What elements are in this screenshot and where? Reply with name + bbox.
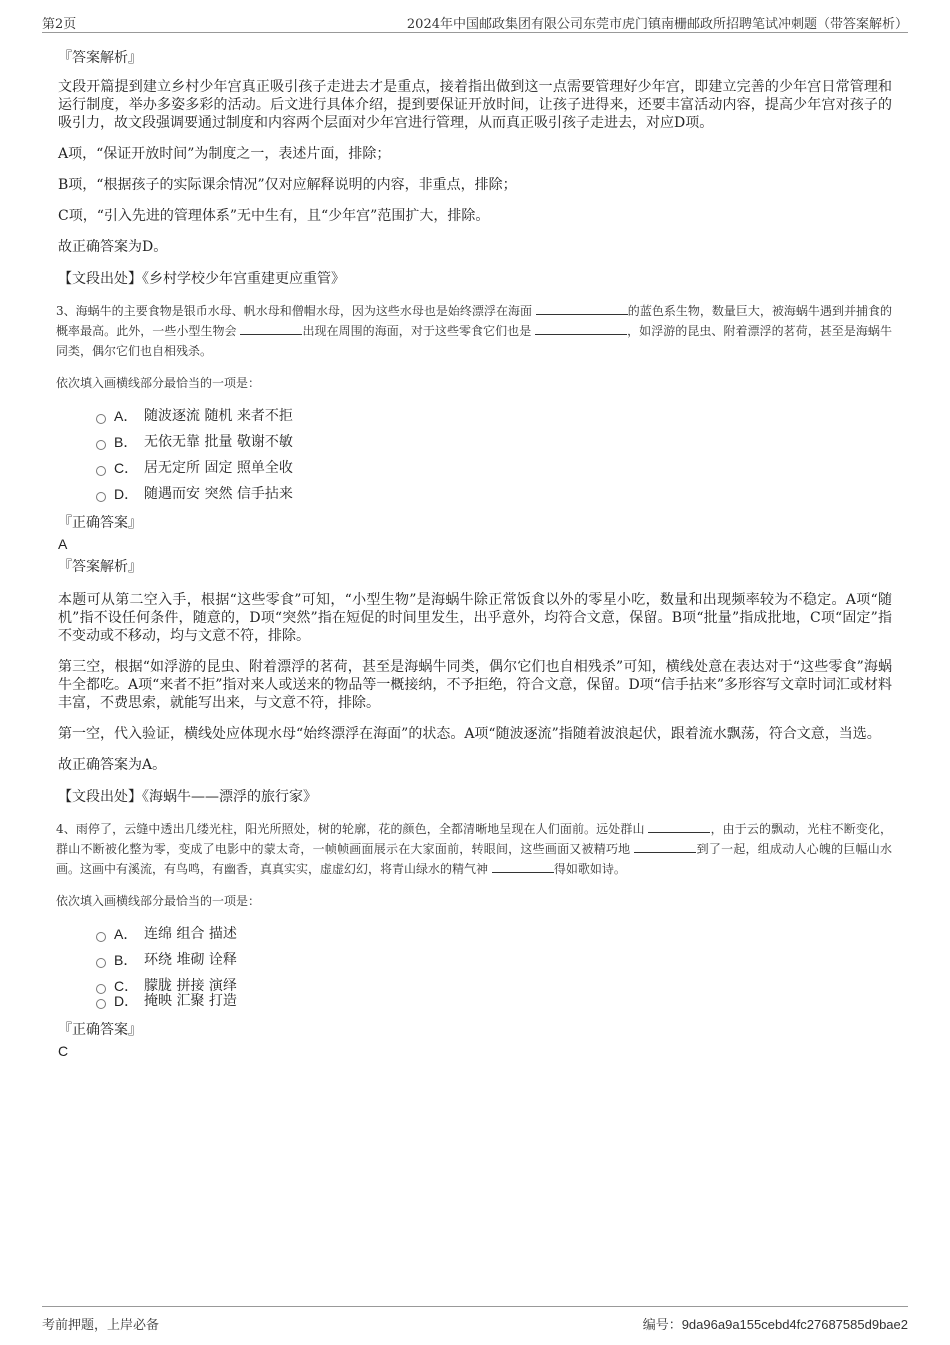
radio-button[interactable]	[96, 492, 106, 502]
analysis-paragraph: C项，“引入先进的管理体系”无中生有，且“少年宫”范围扩大，排除。	[58, 208, 490, 224]
correct-answer-label: 『正确答案』	[58, 1022, 142, 1038]
page-content	[56, 44, 892, 1064]
option-c[interactable]: C． 居无定所 固定 照单全收	[96, 457, 892, 483]
page-header	[42, 10, 908, 33]
option-d[interactable]: D． 掩映 汇聚 打造	[96, 990, 892, 1016]
option-b[interactable]: B． 无依无靠 批量 敬谢不敏	[96, 431, 892, 457]
analysis-paragraph: 故正确答案为D。	[58, 239, 168, 255]
radio-button[interactable]	[96, 440, 106, 450]
analysis-paragraph: 文段开篇提到建立乡村少年宫真正吸引孩子走进去才是重点，接着指出做到这一点需要管理好少年宫，即建立完善的少年宫日常管理和运行制度，举办多姿多彩的活动。后文进行具体介绍，提到要保证开放时间，让孩子进得来，还要丰富活动内容，提高少年宫对孩子的吸引力，故文段强调要通过制度和内容两个层面对少年宫进行管理，从而真正吸引孩子走进去，对应D项。	[58, 79, 892, 131]
answer-blank	[492, 860, 554, 873]
answer-blank	[536, 302, 628, 315]
answer-blank	[240, 322, 302, 335]
question-stem: 4、雨停了，云缝中透出几缕光柱，阳光所照处，树的轮廓，花的颜色，全都清晰地呈现在人们面前。远处群山 ，由于云的飘动，光柱不断变化，群山不断被化整为零，变成了电影中的蒙太奇，一帧帧画面展示在大家面前，转眼间，这些画面又被精巧地 到了一起，组成动人心魄的巨幅山水画。这画中有溪流，有鸟鸣，有幽香，真真实实，虚虚幻幻，将青山绿水的精气神 得如歌如诗。	[56, 822, 892, 876]
passage-source: 【文段出处】《乡村学校少年宫重建更应重管》	[58, 271, 345, 287]
radio-button[interactable]	[96, 414, 106, 424]
question-stem: 3、海蜗牛的主要食物是银币水母、帆水母和僧帽水母，因为这些水母也是始终漂浮在海面 的蓝色系生物，数量巨大，被海蜗牛遇到并捕食的概率最高。此外，一些小型生物会 出现在周围的海面，对于这些零食它们也是 ，如浮游的昆虫、附着漂浮的茗荷，甚至是海蜗牛同类，偶尔它们也自相残杀。	[56, 304, 892, 358]
option-b[interactable]: B． 环绕 堆砌 诠释	[96, 949, 892, 975]
correct-answer-label: 『正确答案』	[58, 515, 142, 531]
correct-answer: C	[58, 1043, 69, 1059]
fill-prompt: 依次填入画横线部分最恰当的一项是：	[56, 376, 261, 390]
options-list	[96, 405, 892, 509]
page-footer	[42, 1306, 908, 1331]
answer-blank	[634, 840, 696, 853]
options-list	[96, 923, 892, 1016]
option-a[interactable]: A． 随波逐流 随机 来者不拒	[96, 405, 892, 431]
analysis-paragraph: 第一空，代入验证，横线处应体现水母“始终漂浮在海面”的状态。A项“随波逐流”指随着波浪起伏，跟着流水飘荡，符合文意，当选。	[58, 726, 881, 742]
fill-prompt: 依次填入画横线部分最恰当的一项是：	[56, 894, 261, 908]
analysis-paragraph: A项，“保证开放时间”为制度之一，表述片面，排除；	[58, 146, 391, 162]
analysis-label: 『答案解析』	[58, 559, 142, 575]
option-c[interactable]: C． 朦胧 拼接 演绎	[96, 975, 892, 990]
page-number: 第2页	[42, 17, 77, 32]
analysis-paragraph: B项，“根据孩子的实际课余情况”仅对应解释说明的内容，非重点，排除；	[58, 177, 517, 193]
analysis-label: 『答案解析』	[58, 50, 142, 66]
answer-blank	[648, 820, 710, 833]
analysis-paragraph: 故正确答案为A。	[58, 757, 167, 773]
analysis-paragraph: 第三空，根据“如浮游的昆虫、附着漂浮的茗荷，甚至是海蜗牛同类，偶尔它们也自相残杀”可知，横线处意在表达对于“这些零食”海蜗牛全都吃。A项“来者不拒”指对来人或送来的物品等一概接纳，不予拒绝，符合文意，保留。D项“信手拈来”多形容写文章时词汇或材料丰富，不费思索，就能写出来，与文意不符，排除。	[58, 659, 892, 711]
radio-button[interactable]	[96, 999, 106, 1009]
radio-button[interactable]	[96, 932, 106, 942]
radio-button[interactable]	[96, 466, 106, 476]
correct-answer: A	[58, 536, 68, 552]
passage-source: 【文段出处】《海蜗牛——漂浮的旅行家》	[58, 789, 317, 805]
document-code: 编号：9da96a9a155cebd4fc27687585d9bae2	[642, 1317, 908, 1332]
radio-button[interactable]	[96, 958, 106, 968]
option-d[interactable]: D． 随遇而安 突然 信手拈来	[96, 483, 892, 509]
document-title: 2024年中国邮政集团有限公司东莞市虎门镇南栅邮政所招聘笔试冲刺题（带答案解析）	[406, 17, 908, 32]
analysis-paragraph: 本题可从第二空入手，根据“这些零食”可知，“小型生物”是海蜗牛除正常饭食以外的零星小吃，数量和出现频率较为不稳定。A项“随机”指不设任何条件，随意的，D项“突然”指在短促的时间里发生，出乎意外，均符合文意，保留。B项“批量”指成批地，C项“固定”指不变动或不移动，均与文意不符，排除。	[58, 592, 892, 644]
footer-slogan: 考前押题，上岸必备	[42, 1318, 160, 1333]
answer-blank	[535, 322, 627, 335]
option-a[interactable]: A． 连绵 组合 描述	[96, 923, 892, 949]
